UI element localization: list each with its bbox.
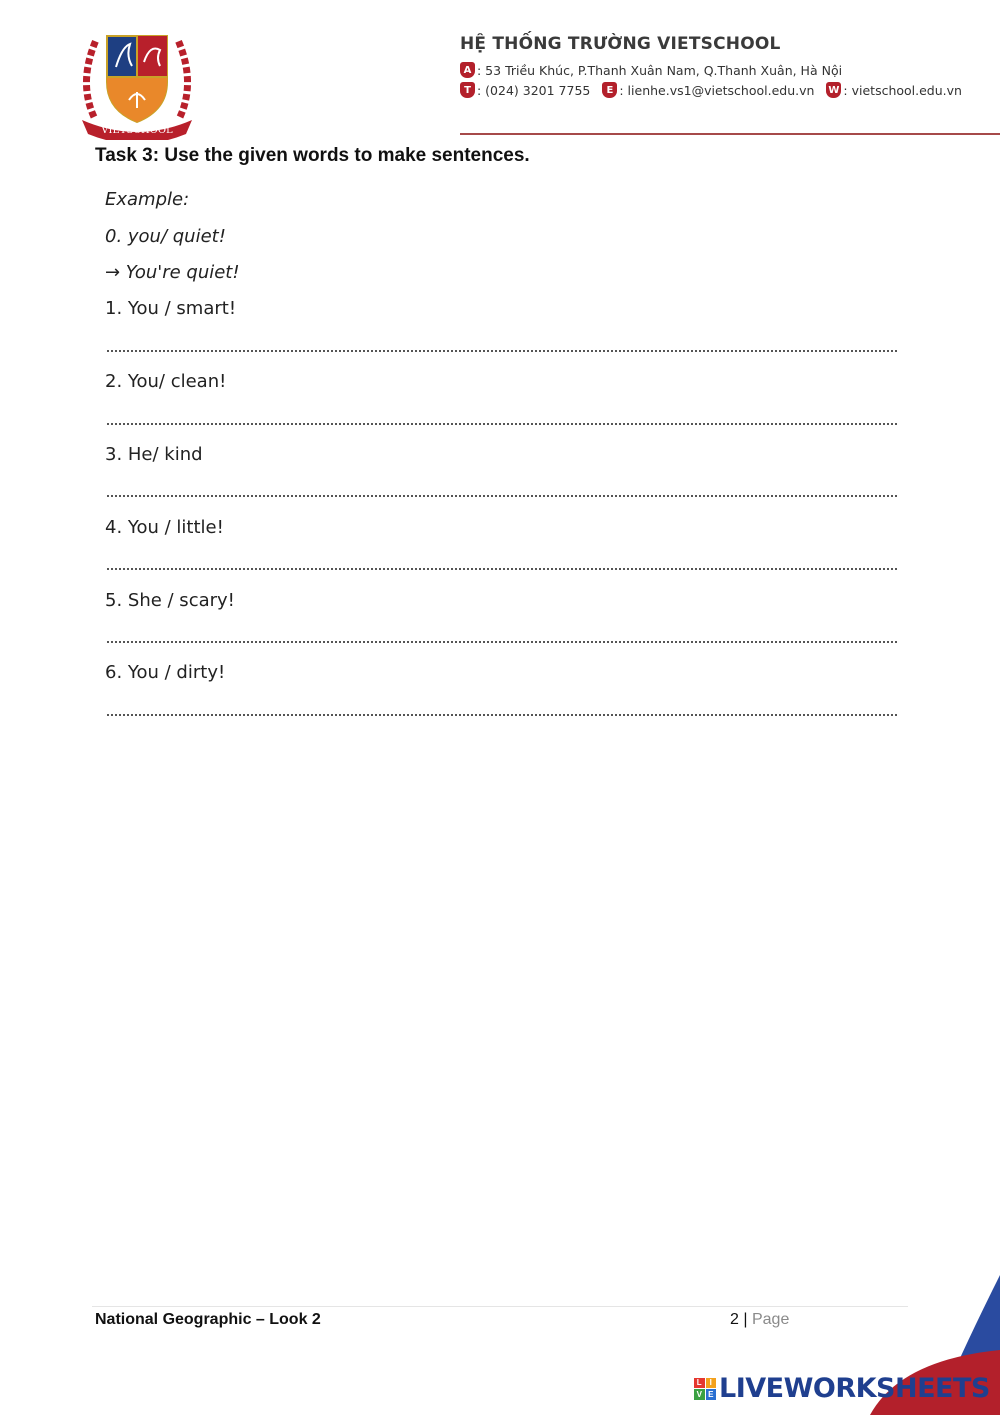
answer-line-6[interactable]	[107, 714, 897, 716]
svg-text:VIETSCHOOL: VIETSCHOOL	[101, 125, 173, 136]
liveworksheets-brand	[694, 1373, 990, 1404]
email-text: : lienhe.vs1@vietschool.edu.vn	[619, 82, 815, 98]
contact-line	[460, 80, 980, 100]
liveworksheets-name: LIVEWORKSHEETS	[719, 1373, 990, 1404]
web-marker-icon: W	[826, 82, 841, 98]
footer-book-title: National Geographic – Look 2	[95, 1311, 321, 1328]
school-header	[460, 34, 980, 100]
task-title: Task 3: Use the given words to make sentences.	[95, 145, 530, 166]
exercise-item-2: 2. You/ clean!	[105, 371, 227, 392]
answer-line-5[interactable]	[107, 641, 897, 643]
phone-marker-icon: T	[460, 82, 475, 98]
exercise-item-3: 3. He/ kind	[105, 444, 203, 465]
address-line	[460, 60, 980, 80]
school-name: HỆ THỐNG TRƯỜNG VIETSCHOOL	[460, 34, 781, 54]
page-number: 2	[730, 1311, 739, 1328]
answer-line-2[interactable]	[107, 423, 897, 425]
header-divider	[460, 133, 1000, 135]
exercise-item-5: 5. She / scary!	[105, 590, 235, 611]
website-text: : vietschool.edu.vn	[843, 82, 962, 98]
exercise-item-4: 4. You / little!	[105, 517, 224, 538]
answer-line-1[interactable]	[107, 350, 897, 352]
page-separator: |	[743, 1311, 748, 1328]
answer-line-3[interactable]	[107, 495, 897, 497]
address-text: : 53 Triều Khúc, P.Thanh Xuân Nam, Q.Thanh Xuân, Hà Nội	[477, 62, 843, 78]
footer-page	[730, 1311, 789, 1329]
vietschool-logo	[74, 22, 200, 140]
exercise-item-6: 6. You / dirty!	[105, 662, 226, 683]
page-label: Page	[751, 1311, 790, 1328]
phone-text: : (024) 3201 7755	[477, 82, 591, 98]
answer-line-4[interactable]	[107, 568, 897, 570]
address-marker-icon: A	[460, 62, 475, 78]
example-prompt: 0. you/ quiet!	[105, 226, 226, 247]
example-label: Example:	[105, 189, 190, 210]
example-answer: → You're quiet!	[105, 262, 240, 283]
email-marker-icon: E	[602, 82, 617, 98]
liveworksheets-icon: L I V E	[694, 1378, 716, 1400]
footer-divider	[92, 1306, 908, 1307]
exercise-item-1: 1. You / smart!	[105, 298, 237, 319]
